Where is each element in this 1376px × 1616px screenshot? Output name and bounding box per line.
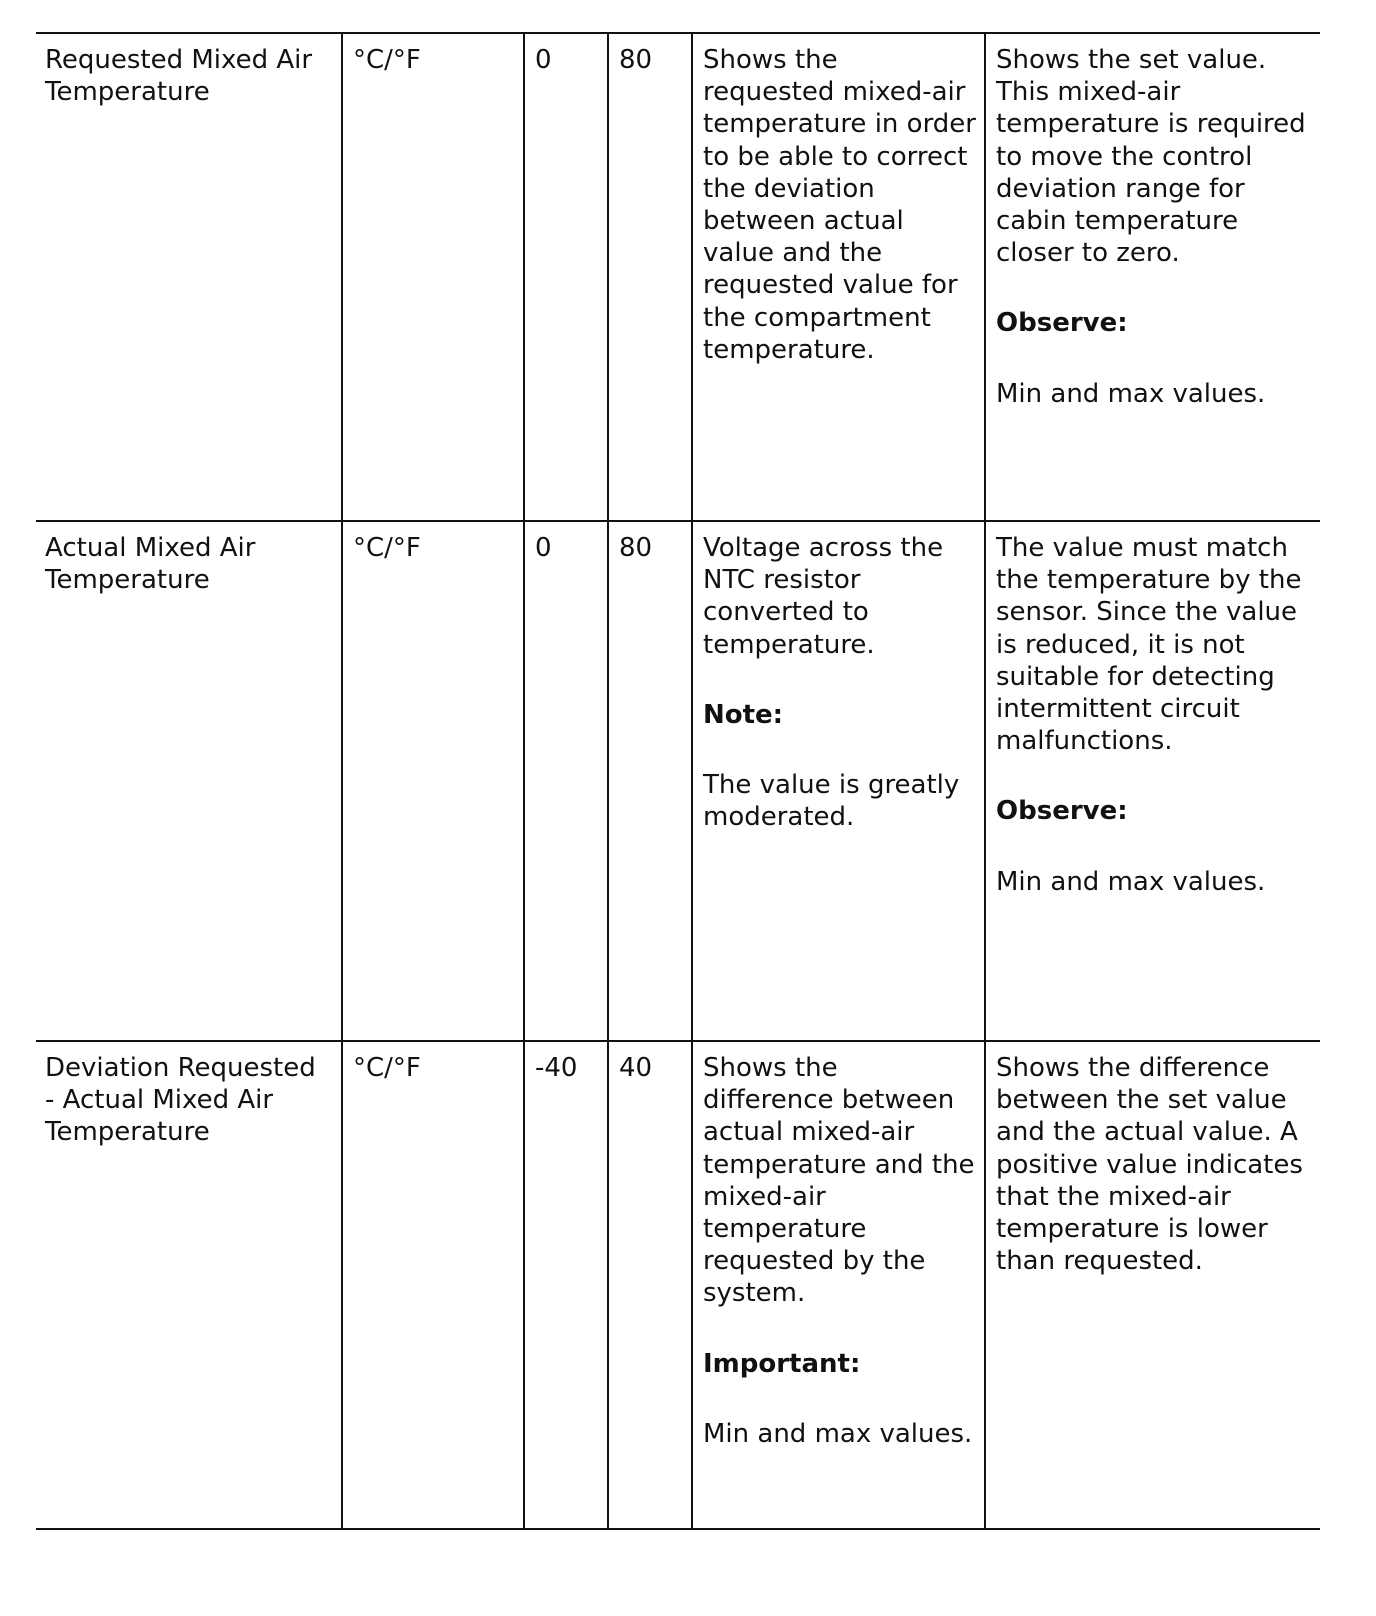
unit-cell <box>342 33 524 521</box>
unit: °C/°F <box>353 1053 421 1083</box>
table-row <box>36 521 1320 1041</box>
unit: °C/°F <box>353 45 421 75</box>
table-row <box>36 1041 1320 1529</box>
parameter-name: Requested Mixed Air Temperature <box>45 45 313 108</box>
description-text: Shows the difference between actual mixed-air temperature and the mixed-air temperature requested by the system. <box>703 1053 975 1309</box>
evaluation-text: Shows the set value. This mixed-air temperature is required to move the control deviation range for cabin temperature closer to zero. <box>996 45 1306 269</box>
description-label: Note: <box>703 699 784 730</box>
min-cell <box>524 1041 608 1529</box>
description-cell <box>692 521 985 1041</box>
evaluation-label: Observe: <box>996 796 1128 827</box>
parameter-name: Deviation Requested - Actual Mixed Air Temperature <box>45 1053 316 1148</box>
evaluation-cell <box>985 521 1320 1041</box>
min-cell <box>524 521 608 1041</box>
max-cell <box>608 1041 692 1529</box>
max-cell <box>608 521 692 1041</box>
min-cell <box>524 33 608 521</box>
evaluation-cell <box>985 33 1320 521</box>
parameter-name-cell <box>36 33 342 521</box>
unit-cell <box>342 521 524 1041</box>
max-value: 80 <box>619 45 653 75</box>
description-note: Min and max values. <box>703 1418 973 1449</box>
table-row <box>36 33 1320 521</box>
unit-cell <box>342 1041 524 1529</box>
max-value: 40 <box>619 1053 653 1083</box>
description-cell <box>692 1041 985 1529</box>
unit: °C/°F <box>353 533 421 563</box>
parameter-name-cell <box>36 1041 342 1529</box>
evaluation-text: The value must match the temperature by the sensor. Since the value is reduced, it is not suitable for detecting intermittent circuit malfunctions. <box>996 533 1302 757</box>
parameter-name: Actual Mixed Air Temperature <box>45 533 256 596</box>
evaluation-label: Observe: <box>996 308 1128 339</box>
parameter-table <box>36 32 1320 1530</box>
evaluation-note: Min and max values. <box>996 378 1266 409</box>
min-value: 0 <box>535 533 552 563</box>
description-text: Voltage across the NTC resistor converted to temperature. <box>703 533 944 660</box>
description-cell <box>692 33 985 521</box>
max-cell <box>608 33 692 521</box>
description-note: The value is greatly moderated. <box>703 770 960 833</box>
min-value: -40 <box>535 1053 578 1083</box>
evaluation-cell <box>985 1041 1320 1529</box>
evaluation-note: Min and max values. <box>996 866 1266 897</box>
max-value: 80 <box>619 533 653 563</box>
min-value: 0 <box>535 45 552 75</box>
description-label: Important: <box>703 1348 861 1379</box>
evaluation-text: Shows the difference between the set value and the actual value. A positive value indicates that the mixed-air temperature is lower than requested. <box>996 1053 1303 1277</box>
parameter-name-cell <box>36 521 342 1041</box>
description-text: Shows the requested mixed-air temperature in order to be able to correct the deviation between actual value and the requested value for the compartment temperature. <box>703 45 976 365</box>
